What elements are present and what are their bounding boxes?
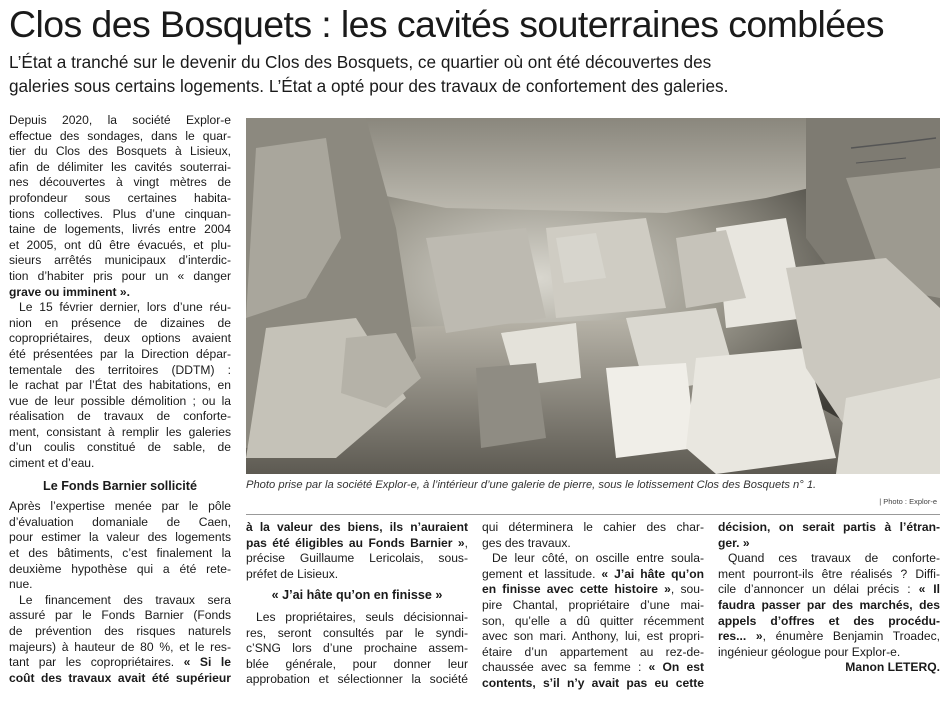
- text-line: tier du Clos des Bosquets à Lisieux,: [9, 144, 231, 159]
- author-signature: Manon LETERQ.: [845, 660, 940, 675]
- text-line: Quand ces travaux de conforte-: [728, 551, 940, 566]
- text-fragment-bold: en finisse avec cette histoire »: [482, 582, 671, 597]
- text-line: ment pourront-ils être réalisés ? Diffi-: [718, 566, 940, 581]
- text-line: Le financement des travaux sera: [19, 592, 231, 607]
- text-line: de prévention des risques naturels: [9, 624, 231, 638]
- text-line: faudra passer par des marchés, des: [718, 597, 940, 612]
- text-line: le rachat par l’État des habitations, en: [9, 378, 231, 393]
- text-line: réalisation de travaux de conforte-: [9, 409, 231, 424]
- text-line: coût des travaux avait été supérieur: [9, 670, 231, 685]
- text-line: d’un coulis constitué de sable, de: [9, 440, 231, 455]
- divider: [246, 514, 940, 515]
- text-line: majeurs) à hauteur de 80 %, et le res-: [9, 639, 231, 654]
- text-line: ment, consistant à remplir les galeries: [9, 424, 231, 439]
- underground-gallery-image: [246, 118, 940, 474]
- photo-caption: Photo prise par la société Explor-e, à l’intérieur d’une galerie de pierre, sous le lotissement Clos des Bosquets n° 1.: [246, 479, 817, 491]
- text-line: été présentées par la Direction dépar-: [9, 346, 231, 361]
- text-fragment: ,: [464, 535, 468, 550]
- text-line: ingénieur géologue pour Explor-e.: [718, 644, 901, 659]
- text-line: c’SNG lors d’une prochaine assem-: [246, 641, 468, 656]
- text-line: ger. »: [718, 535, 750, 550]
- text-line: [482, 582, 704, 598]
- text-line: préfet de Lisieux.: [246, 566, 339, 581]
- text-line: nion en présence de dizaines de: [9, 315, 231, 330]
- text-line: avec son mari. Anthony, lui, est propri-: [482, 629, 704, 644]
- standfirst-line: galeries sous certains logements. L’État a opté pour des travaux de confortement des galeries.: [9, 76, 729, 96]
- text-line: et 2005, ont dû être évacués, et plu-: [9, 237, 231, 252]
- text-line: contents, s’il n’y avait pas eu cette: [482, 675, 704, 690]
- gallery-photo: [246, 118, 940, 474]
- text-line: grave ou imminent ».: [9, 284, 130, 299]
- text-fragment-bold: « On est: [648, 660, 704, 675]
- text-line: décision, on serait partis à l’étran-: [718, 520, 940, 534]
- text-line: [482, 567, 704, 583]
- text-line: étaire d’un appartement au rez-de-: [482, 644, 704, 659]
- headline: Clos des Bosquets : les cavités souterraines comblées: [9, 3, 884, 45]
- text-line: précise Guillaume Lericolais, sous-: [246, 551, 468, 566]
- text-line: qui déterminera le cahier des char-: [482, 520, 704, 534]
- text-line: [718, 582, 940, 598]
- text-line: assuré par le Fonds Barnier (Fonds: [9, 608, 231, 623]
- text-line: blée générale, pour donner leur: [246, 656, 468, 671]
- text-fragment-bold: res... »: [718, 629, 763, 644]
- text-line: ciment et d’eau.: [9, 456, 95, 471]
- text-line: tementale des territoires (DDTM) :: [9, 362, 231, 377]
- text-line: sieurs arrêtés municipaux d’interdic-: [9, 253, 231, 268]
- text-line: afin de délimiter les cavités souterrai-: [9, 159, 231, 174]
- text-line: Le 15 février dernier, lors d’une réu-: [19, 300, 231, 315]
- text-fragment-bold: « Il: [918, 582, 940, 597]
- text-line: Les propriétaires, seuls décisionnai-: [256, 609, 468, 624]
- text-line: res, seront consultés par le syndi-: [246, 625, 468, 640]
- text-line: approbation et sélectionner la société: [246, 672, 468, 687]
- text-line: Depuis 2020, la société Explor-e: [9, 113, 231, 127]
- text-fragment: , énumère Benjamin Troadec,: [762, 629, 940, 644]
- photo-credit: | Photo : Explor-e: [879, 497, 937, 506]
- text-line: à la valeur des biens, ils n’auraient: [246, 520, 468, 534]
- text-line: profondeur sous certaines habita-: [9, 190, 231, 205]
- text-line: pour estimer la valeur des logements: [9, 530, 231, 545]
- standfirst: [9, 50, 939, 98]
- text-line: tion d’habiter pris pour un « danger: [9, 268, 231, 283]
- text-line: vue de leur possible démolition ; ou la: [9, 393, 231, 408]
- text-fragment-bold: pas été éligibles au Fonds Barnier »: [246, 535, 465, 550]
- article-column-3: [482, 520, 704, 692]
- text-line: copropriétaires, deux options avaient: [9, 331, 231, 346]
- text-line: son, qu’elle a dû quitter récemment: [482, 613, 704, 628]
- text-line: [482, 660, 704, 676]
- text-line: De leur côté, on oscille entre soula-: [492, 551, 704, 566]
- text-line: d’évaluation domaniale de Caen,: [9, 514, 231, 529]
- text-line: Après l’expertise menée par le pôle: [9, 499, 231, 514]
- text-fragment: cile d’annoncer un délai précis :: [718, 582, 919, 597]
- standfirst-line: L’État a tranché sur le devenir du Clos des Bosquets, ce quartier où ont été découvertes des: [9, 52, 712, 72]
- text-line: [718, 629, 940, 645]
- subheading-fonds-barnier: Le Fonds Barnier sollicité: [43, 478, 197, 493]
- text-fragment: , sou-: [670, 582, 704, 597]
- text-line: effectue des sondages, dans le quar-: [9, 128, 231, 143]
- text-line: deuxième hypothèse qui a été rete-: [9, 561, 231, 576]
- text-fragment: gement et lassitude.: [482, 566, 602, 581]
- article-column-2: [246, 520, 468, 688]
- text-line: ges des travaux.: [482, 535, 571, 550]
- text-line: taine de logements, livrés entre 2004: [9, 222, 231, 237]
- article-column-4: [718, 520, 940, 676]
- text-fragment: tant par les copropriétaires.: [9, 655, 184, 670]
- text-fragment-bold: « J’ai hâte qu’on: [601, 566, 704, 581]
- text-fragment-bold: « Si le: [183, 655, 231, 670]
- subheading-quote: « J’ai hâte qu’on en finisse »: [271, 588, 443, 603]
- text-line: pire Chantal, propriétaire d’une mai-: [482, 597, 704, 612]
- text-fragment: chaussée avec sa femme :: [482, 660, 649, 675]
- text-line: [9, 655, 231, 671]
- article-column-1: [9, 113, 231, 686]
- text-line: appels d’offres et des procédu-: [718, 613, 940, 628]
- text-line: nue.: [9, 577, 33, 592]
- text-line: et des bâtiments, c’est finalement la: [9, 546, 231, 561]
- text-line: [246, 536, 468, 552]
- text-line: nes découvertes à vingt mètres de: [9, 175, 231, 190]
- text-line: tions collectives. Plus d’une cinquan-: [9, 206, 231, 221]
